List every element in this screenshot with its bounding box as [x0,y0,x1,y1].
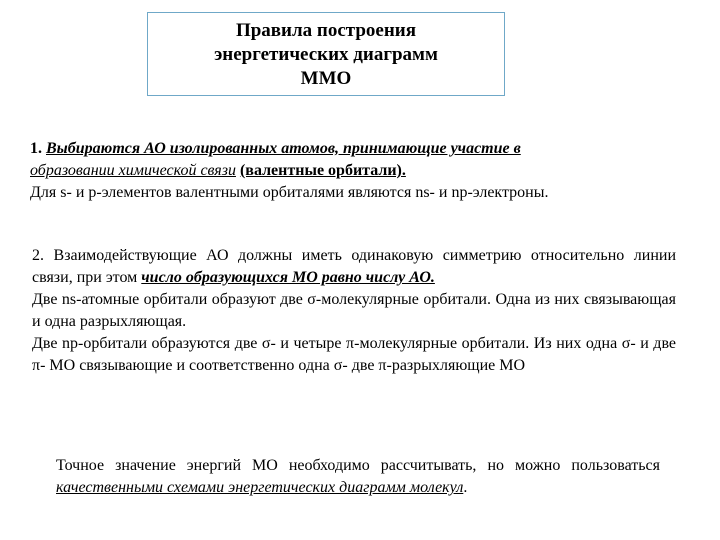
title-line-2: энергетических диаграмм [214,44,438,65]
rule-2-paragraph-ns: Две ns-атомные орбитали образуют две σ-молекулярные орбитали. Одна из них связывающая и одна разрыхляющая. [32,291,676,330]
rule-1-number: 1. [30,140,42,157]
note-emph: качественными схемами энергетических диаграмм молекул [56,479,464,496]
note-end: . [463,479,468,496]
rule-1 [30,138,700,204]
note-text: Точное значение энергий МО необходимо рассчитывать, но можно пользоваться [56,457,660,474]
title-line-1: Правила построения [235,20,417,41]
note [56,455,660,499]
rule-1-bold-paren: (валентные орбитали). [239,162,406,179]
title-box [147,12,505,96]
rule-2-emph: число образующихся МО равно числу АО. [141,269,435,286]
rule-1-line-3: Для s- и p-элементов валентными орбиталями являются ns- и np-электроны. [30,184,549,201]
rule-2-paragraph-np: Две np-орбитали образуются две σ- и четыре π-молекулярные орбитали. Из них одна σ- и две π- МО связывающие и соответственно одна σ- две π-разрыхляющие МО [32,335,676,374]
rule-1-emph-part2: образовании химической связи [30,162,236,179]
rule-1-emph-part1: Выбираются АО изолированных атомов, принимающие участие в [46,140,521,157]
rule-2-text: Взаимодействующие АО должны иметь одинаковую симметрию относительно линии связи, при этом [32,247,677,286]
title-line-3: ММО [300,68,352,89]
rule-2-number: 2. [32,247,44,264]
rule-2 [32,245,676,377]
